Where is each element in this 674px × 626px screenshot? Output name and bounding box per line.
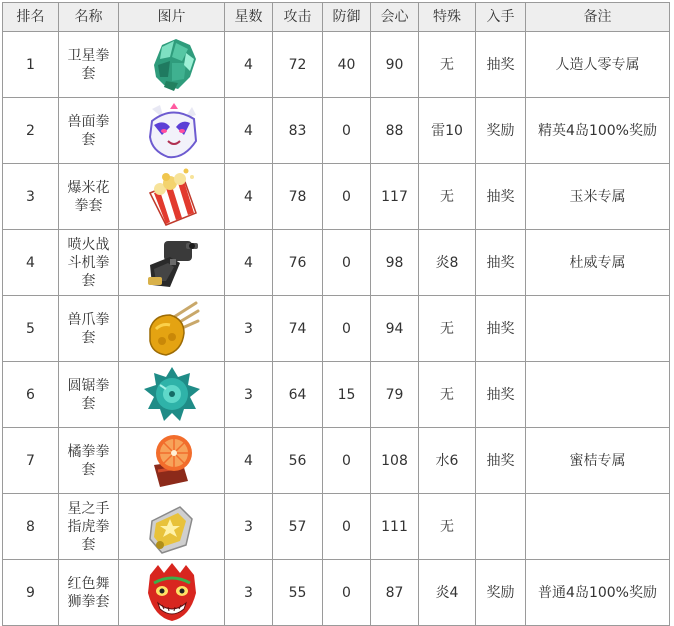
- crit-cell: 90: [371, 32, 419, 98]
- crit-cell: 117: [371, 164, 419, 230]
- beast-face-fist-icon: [140, 101, 204, 161]
- circular-saw-fist-icon: [140, 365, 204, 425]
- attack-cell: 78: [273, 164, 323, 230]
- header-crit: 会心: [371, 3, 419, 32]
- crit-cell: 79: [371, 362, 419, 428]
- special-cell: 无: [419, 32, 476, 98]
- special-cell: 水6: [419, 428, 476, 494]
- image-cell: [119, 32, 225, 98]
- defense-cell: 15: [323, 362, 371, 428]
- defense-cell: 0: [323, 164, 371, 230]
- rank-cell: 1: [3, 32, 59, 98]
- crit-cell: 108: [371, 428, 419, 494]
- stars-cell: 4: [225, 428, 273, 494]
- orange-fist-icon: [140, 431, 204, 491]
- beast-claw-fist-icon: [140, 299, 204, 359]
- note-cell: 人造人零专属: [526, 32, 670, 98]
- table-row: [3, 296, 670, 362]
- obtain-cell: 抽奖: [476, 296, 526, 362]
- stars-cell: 4: [225, 32, 273, 98]
- header-rank: 排名: [3, 3, 59, 32]
- attack-cell: 64: [273, 362, 323, 428]
- header-obtain: 入手: [476, 3, 526, 32]
- attack-cell: 56: [273, 428, 323, 494]
- attack-cell: 72: [273, 32, 323, 98]
- special-cell: 无: [419, 296, 476, 362]
- special-cell: 炎4: [419, 560, 476, 626]
- crit-cell: 87: [371, 560, 419, 626]
- stars-cell: 3: [225, 560, 273, 626]
- header-special: 特殊: [419, 3, 476, 32]
- image-cell: [119, 494, 225, 560]
- note-cell: [526, 494, 670, 560]
- note-cell: 蜜桔专属: [526, 428, 670, 494]
- image-cell: [119, 230, 225, 296]
- image-cell: [119, 428, 225, 494]
- special-cell: 无: [419, 164, 476, 230]
- special-cell: 无: [419, 362, 476, 428]
- flamethrower-fighter-fist-icon: [140, 233, 204, 293]
- obtain-cell: 奖励: [476, 98, 526, 164]
- obtain-cell: 抽奖: [476, 362, 526, 428]
- special-cell: 无: [419, 494, 476, 560]
- rank-cell: 8: [3, 494, 59, 560]
- image-cell: [119, 362, 225, 428]
- name-cell: 红色舞狮拳套: [59, 560, 119, 626]
- table-row: [3, 98, 670, 164]
- name-cell: 喷火战斗机拳套: [59, 230, 119, 296]
- special-cell: 雷10: [419, 98, 476, 164]
- defense-cell: 0: [323, 560, 371, 626]
- rank-cell: 7: [3, 428, 59, 494]
- attack-cell: 83: [273, 98, 323, 164]
- attack-cell: 74: [273, 296, 323, 362]
- table-row: [3, 428, 670, 494]
- defense-cell: 0: [323, 428, 371, 494]
- image-cell: [119, 98, 225, 164]
- image-cell: [119, 296, 225, 362]
- obtain-cell: [476, 494, 526, 560]
- header-defense: 防御: [323, 3, 371, 32]
- attack-cell: 76: [273, 230, 323, 296]
- header-image: 图片: [119, 3, 225, 32]
- name-cell: 星之手指虎拳套: [59, 494, 119, 560]
- note-cell: [526, 296, 670, 362]
- special-cell: 炎8: [419, 230, 476, 296]
- star-knuckle-fist-icon: [140, 497, 204, 557]
- stars-cell: 3: [225, 362, 273, 428]
- name-cell: 兽面拳套: [59, 98, 119, 164]
- table-row: [3, 32, 670, 98]
- name-cell: 爆米花拳套: [59, 164, 119, 230]
- name-cell: 橘拳拳套: [59, 428, 119, 494]
- stars-cell: 4: [225, 230, 273, 296]
- attack-cell: 55: [273, 560, 323, 626]
- stars-cell: 3: [225, 296, 273, 362]
- note-cell: 精英4岛100%奖励: [526, 98, 670, 164]
- crit-cell: 111: [371, 494, 419, 560]
- crit-cell: 98: [371, 230, 419, 296]
- note-cell: 普通4岛100%奖励: [526, 560, 670, 626]
- crit-cell: 94: [371, 296, 419, 362]
- defense-cell: 0: [323, 296, 371, 362]
- table-row: [3, 362, 670, 428]
- obtain-cell: 奖励: [476, 560, 526, 626]
- rank-cell: 4: [3, 230, 59, 296]
- header-stars: 星数: [225, 3, 273, 32]
- table-row: [3, 560, 670, 626]
- satellite-fist-icon: [140, 35, 204, 95]
- table-row: [3, 164, 670, 230]
- header-name: 名称: [59, 3, 119, 32]
- note-cell: 杜威专属: [526, 230, 670, 296]
- red-lion-dance-fist-icon: [140, 563, 204, 623]
- obtain-cell: 抽奖: [476, 32, 526, 98]
- header-note: 备注: [526, 3, 670, 32]
- table-row: [3, 494, 670, 560]
- crit-cell: 88: [371, 98, 419, 164]
- image-cell: [119, 164, 225, 230]
- image-cell: [119, 560, 225, 626]
- name-cell: 圆锯拳套: [59, 362, 119, 428]
- attack-cell: 57: [273, 494, 323, 560]
- rank-cell: 3: [3, 164, 59, 230]
- popcorn-fist-icon: [140, 167, 204, 227]
- obtain-cell: 抽奖: [476, 428, 526, 494]
- rank-cell: 2: [3, 98, 59, 164]
- note-cell: 玉米专属: [526, 164, 670, 230]
- stars-cell: 4: [225, 98, 273, 164]
- table-row: [3, 230, 670, 296]
- defense-cell: 0: [323, 230, 371, 296]
- note-cell: [526, 362, 670, 428]
- defense-cell: 0: [323, 494, 371, 560]
- rank-cell: 9: [3, 560, 59, 626]
- rank-cell: 5: [3, 296, 59, 362]
- name-cell: 卫星拳套: [59, 32, 119, 98]
- defense-cell: 0: [323, 98, 371, 164]
- stars-cell: 4: [225, 164, 273, 230]
- obtain-cell: 抽奖: [476, 230, 526, 296]
- header-attack: 攻击: [273, 3, 323, 32]
- defense-cell: 40: [323, 32, 371, 98]
- weapon-table: [2, 2, 670, 626]
- stars-cell: 3: [225, 494, 273, 560]
- header-row: [3, 3, 670, 32]
- name-cell: 兽爪拳套: [59, 296, 119, 362]
- obtain-cell: 抽奖: [476, 164, 526, 230]
- rank-cell: 6: [3, 362, 59, 428]
